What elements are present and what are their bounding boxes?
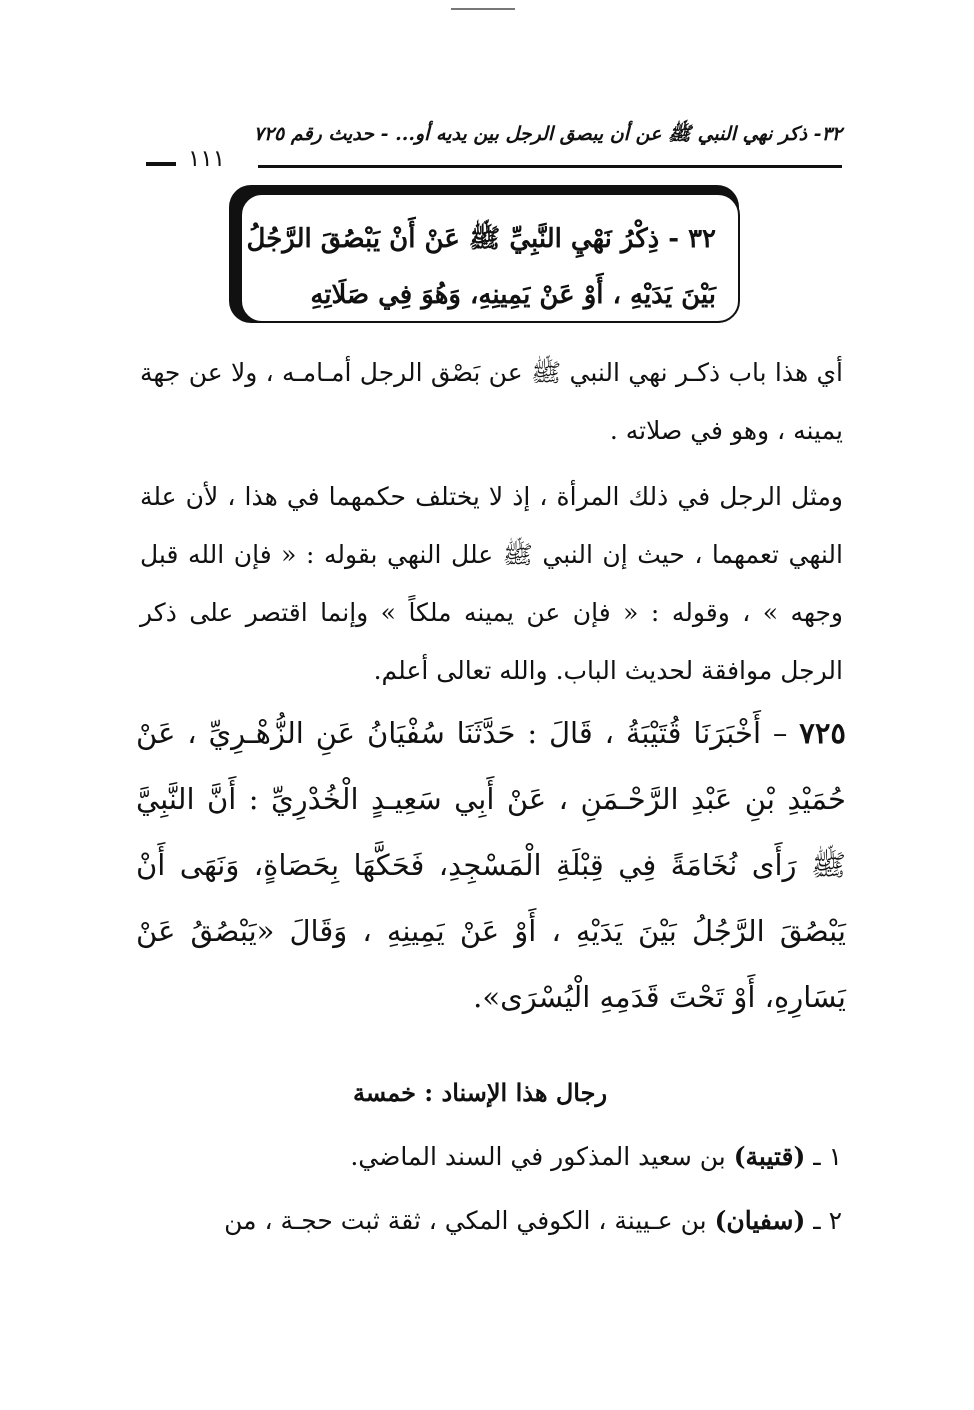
header-rule [258, 165, 842, 168]
narrator-item [136, 1206, 842, 1235]
narrator-description: بن سعيد المذكور في السند الماضي. [350, 1142, 734, 1171]
narrator-number: ٢ ـ [805, 1206, 842, 1235]
narrators-heading: رجال هذا الإسناد : خمسة [352, 1078, 608, 1107]
commentary-paragraph-2: ومثل الرجل في ذلك المرأة ، إذ لا يختلف حكمهما في هذا ، لأن علة النهي تعمهما ، حيث إن النبي ﷺ علل النهي بقوله : « فإن الله قبل وجهه » ، وقوله : « فإن عن يمينه ملكاً » وإنما اقتصر على ذكر الرجل موافقة لحديث الباب. والله تعالى أعلم. [140, 482, 843, 685]
chapter-title-line-1: ٣٢ - ذِكْرُ نَهْيِ النَّبِيِّ ﷺ عَنْ أَنْ يَبْصُقَ الرَّجُلُ [246, 224, 716, 254]
chapter-title-box [240, 193, 740, 323]
narrator-item [136, 1142, 842, 1171]
narrator-number: ١ ـ [805, 1142, 842, 1171]
hadith-text: أَخْبَرَنَا قُتَيْبَةُ ، قَالَ : حَدَّثَنَا سُفْيَانُ عَنِ الزُّهْـرِيِّ ، عَنْ حُمَيْدِ بْنِ عَبْدِ الرَّحْـمَنِ ، عَنْ أَبِي سَعِيـدٍ الْخُدْرِيِّ : أَنَّ النَّبِيَّ ﷺ رَأَى نُخَامَةً فِي قِبْلَةِ الْمَسْجِدِ، فَحَكَّهَا بِحَصَاةٍ، وَنَهَى أَنْ يَبْصُقَ الرَّجُلُ بَيْنَ يَدَيْهِ ، أَوْ عَنْ يَمِينِهِ ، وَقَالَ «يَبْصُقُ عَنْ يَسَارِهِ، أَوْ تَحْتَ قَدَمِهِ الْيُسْرَى». [136, 716, 846, 1014]
page-number: ١١١ [188, 146, 226, 172]
narrator-description: بن عـيينة ، الكوفي المكي ، ثقة ثبت حجـة ، من [224, 1206, 715, 1235]
top-edge-mark [451, 8, 515, 10]
chapter-title-line-2: بَيْنَ يَدَيْهِ ، أَوْ عَنْ يَمِينِهِ، وَهُوَ فِي صَلَاتِهِ [310, 280, 716, 310]
page-number-dash [146, 162, 176, 166]
running-header: ٣٢- ذكر نهي النبي ﷺ عن أن يبصق الرجل بين يديه أو... - حديث رقم ٧٢٥ [253, 123, 842, 145]
hadith-dash: – [761, 716, 788, 750]
hadith-number: ٧٢٥ [799, 716, 847, 750]
narrator-name: (قتيبة) [733, 1142, 806, 1171]
commentary-paragraph-1: أي هذا باب ذكـر نهي النبي ﷺ عن بَصْق الرجل أمـامـه ، ولا عن جهة يمينه ، وهو في صلاته . [140, 358, 843, 445]
hadith-block [136, 700, 846, 1030]
narrator-name: (سفيان) [714, 1206, 806, 1235]
